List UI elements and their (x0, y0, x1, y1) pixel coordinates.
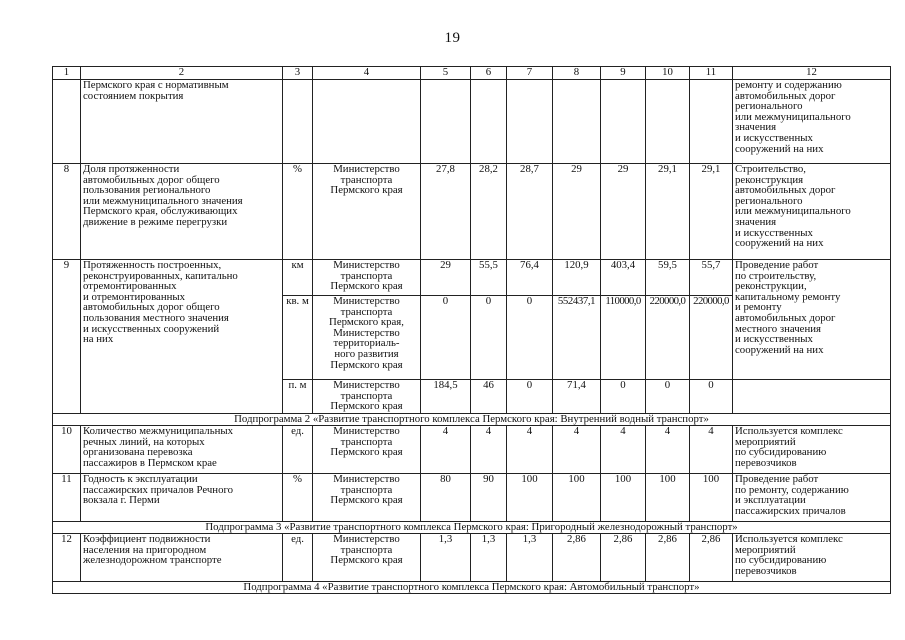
indicator-name: Годность к эксплуатации пассажирских причалов Речного вокзала г. Перми (81, 474, 283, 522)
executor: Министерство транспорта Пермского края (313, 426, 421, 474)
value: 46 (471, 380, 507, 414)
value: 76,4 (507, 260, 553, 296)
value: 4 (601, 426, 646, 474)
table-row-8 (53, 164, 891, 260)
value: 27,8 (421, 164, 471, 260)
value: 59,5 (646, 260, 690, 296)
value: 4 (690, 426, 733, 474)
indicator-name: Пермского края с нормативным состоянием покрытия (81, 80, 283, 164)
unit: ед. (283, 534, 313, 582)
header-cell: 3 (283, 67, 313, 80)
unit: % (283, 164, 313, 260)
value: 4 (421, 426, 471, 474)
executor: Министерство транспорта Пермского края (313, 474, 421, 522)
measure-text: ремонту и содержанию автомобильных дорог регионального или межмуниципального значения и искусственных сооружений на них (733, 80, 891, 164)
value: 2,86 (646, 534, 690, 582)
value: 29 (421, 260, 471, 296)
value: 403,4 (601, 260, 646, 296)
value: 0 (507, 296, 553, 380)
unit: % (283, 474, 313, 522)
measure-text: Используется комплекс мероприятий по субсидированию перевозчиков (733, 534, 891, 582)
value: 90 (471, 474, 507, 522)
subprogram-row (53, 522, 891, 534)
subprogram-title: Подпрограмма 3 «Развитие транспортного комплекса Пермского края: Пригородный железнодорожный транспорт» (53, 522, 891, 534)
executor: Министерство транспорта Пермского края (313, 164, 421, 260)
value: 4 (646, 426, 690, 474)
value: 100 (690, 474, 733, 522)
value: 29,1 (646, 164, 690, 260)
unit: км (283, 260, 313, 296)
header-cell: 4 (313, 67, 421, 80)
executor: Министерство транспорта Пермского края (313, 260, 421, 296)
value: 220000,0 (646, 296, 690, 380)
value: 28,2 (471, 164, 507, 260)
value: 100 (553, 474, 601, 522)
value: 4 (507, 426, 553, 474)
header-cell: 9 (601, 67, 646, 80)
table-row-12 (53, 534, 891, 582)
measure-text: Строительство, реконструкция автомобильных дорог регионального или межмуниципального значения и искусственных сооружений на них (733, 164, 891, 260)
value: 55,5 (471, 260, 507, 296)
value: 100 (646, 474, 690, 522)
header-cell: 10 (646, 67, 690, 80)
value: 110000,0 (601, 296, 646, 380)
indicator-name: Коэффициент подвижности населения на пригородном железнодорожном транспорте (81, 534, 283, 582)
value: 100 (601, 474, 646, 522)
measure-text: Используется комплекс мероприятий по субсидированию перевозчиков (733, 426, 891, 474)
header-cell: 7 (507, 67, 553, 80)
header-row (53, 67, 891, 80)
value: 220000,0 (690, 296, 733, 380)
value: 0 (690, 380, 733, 414)
table-row-11 (53, 474, 891, 522)
value: 552437,1 (553, 296, 601, 380)
value: 120,9 (553, 260, 601, 296)
indicators-table (52, 66, 891, 594)
value: 2,86 (601, 534, 646, 582)
table-row-10 (53, 426, 891, 474)
value: 0 (421, 296, 471, 380)
unit: ед. (283, 426, 313, 474)
value: 0 (471, 296, 507, 380)
unit: п. м (283, 380, 313, 414)
value: 29,1 (690, 164, 733, 260)
row-number: 11 (53, 474, 81, 522)
executor: Министерство транспорта Пермского края, Министерство территориаль- ного развития Пермского края (313, 296, 421, 380)
value: 28,7 (507, 164, 553, 260)
header-cell: 8 (553, 67, 601, 80)
value: 2,86 (690, 534, 733, 582)
unit: кв. м (283, 296, 313, 380)
row-number: 12 (53, 534, 81, 582)
header-cell: 12 (733, 67, 891, 80)
indicator-name: Протяженность построенных, реконструированных, капитально отремонтированных и отремонтированных автомобильных дорог общего пользования местного значения и искусственных сооружений на них (81, 260, 283, 414)
value: 1,3 (471, 534, 507, 582)
measure-text: Проведение работ по строительству, реконструкции, капитальному ремонту и ремонту автомобильных дорог местного значения и искусственных сооружений на них (733, 260, 891, 380)
value: 0 (507, 380, 553, 414)
header-cell: 2 (81, 67, 283, 80)
header-cell: 5 (421, 67, 471, 80)
value: 4 (553, 426, 601, 474)
value: 2,86 (553, 534, 601, 582)
value: 80 (421, 474, 471, 522)
executor: Министерство транспорта Пермского края (313, 380, 421, 414)
value: 29 (553, 164, 601, 260)
page-number: 19 (444, 30, 461, 46)
value: 71,4 (553, 380, 601, 414)
value: 1,3 (507, 534, 553, 582)
executor: Министерство транспорта Пермского края (313, 534, 421, 582)
row-number: 10 (53, 426, 81, 474)
value: 0 (646, 380, 690, 414)
header-cell: 6 (471, 67, 507, 80)
value: 4 (471, 426, 507, 474)
measure-text: Проведение работ по ремонту, содержанию и эксплуатации пассажирских причалов (733, 474, 891, 522)
row-number: 8 (53, 164, 81, 260)
header-cell: 11 (690, 67, 733, 80)
subprogram-title: Подпрограмма 4 «Развитие транспортного комплекса Пермского края: Автомобильный транспорт» (53, 582, 891, 594)
header-cell: 1 (53, 67, 81, 80)
value: 1,3 (421, 534, 471, 582)
table-row-continued (53, 80, 891, 164)
subprogram-row (53, 582, 891, 594)
indicator-name: Количество межмуниципальных речных линий, на которых организована перевозка пассажиров в Пермском крае (81, 426, 283, 474)
table-row-9a (53, 260, 891, 296)
value: 29 (601, 164, 646, 260)
value: 100 (507, 474, 553, 522)
row-number: 9 (53, 260, 81, 414)
value: 55,7 (690, 260, 733, 296)
value: 0 (601, 380, 646, 414)
subprogram-title: Подпрограмма 2 «Развитие транспортного комплекса Пермского края: Внутренний водный транспорт» (53, 414, 891, 426)
indicator-name: Доля протяженности автомобильных дорог общего пользования регионального или межмуниципального значения Пермского края, обслуживающих движение в режиме перегрузки (81, 164, 283, 260)
value: 184,5 (421, 380, 471, 414)
subprogram-row (53, 414, 891, 426)
